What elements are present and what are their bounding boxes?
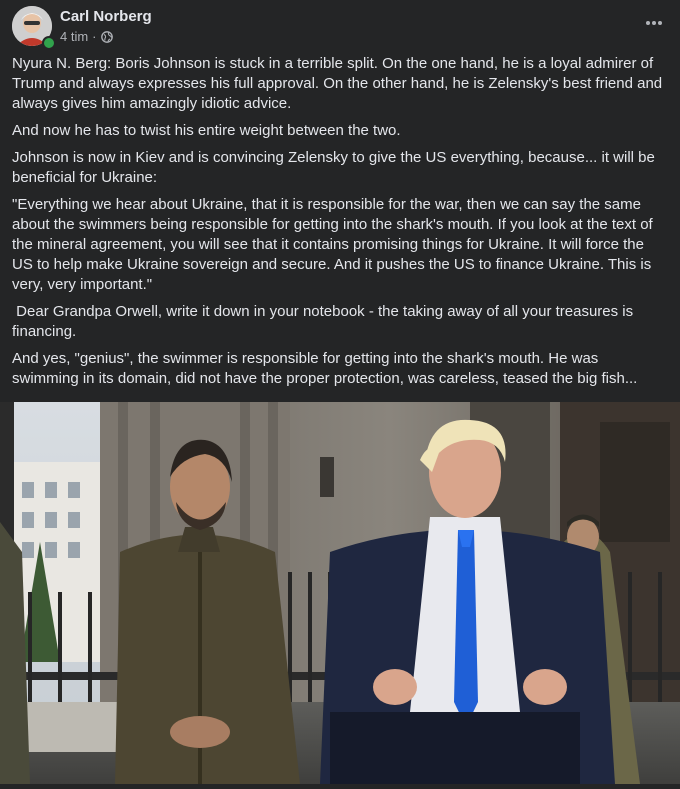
globe-icon[interactable] bbox=[101, 31, 113, 43]
more-options-button[interactable] bbox=[642, 10, 666, 34]
post-paragraph: And yes, "genius", the swimmer is responsible for getting into the shark's mouth. He was swimming in its domain, did not have the proper protection, was careless, teased the big fish... bbox=[12, 350, 638, 387]
author-name[interactable]: Carl Norberg bbox=[60, 8, 152, 25]
meta-separator: · bbox=[92, 29, 97, 44]
post-paragraph: Johnson is now in Kiev and is convincing Zelensky to give the US everything, because... it will be beneficial for Ukraine: bbox=[12, 149, 655, 186]
post-meta bbox=[60, 29, 113, 44]
post-paragraph: Nyura N. Berg: Boris Johnson is stuck in a terrible split. On the one hand, he is a loyal admirer of Trump and always expresses his full approval. On the other hand, he is Zelensky's best friend and always gives him amazingly idiotic advice. bbox=[12, 55, 663, 112]
post-paragraph: Dear Grandpa Orwell, write it down in your notebook - the taking away of all your treasures is financing. bbox=[12, 303, 638, 340]
more-horizontal-icon bbox=[645, 13, 663, 31]
post-photo[interactable] bbox=[0, 402, 680, 784]
post-text bbox=[12, 54, 668, 396]
post-timestamp[interactable]: 4 tim bbox=[60, 29, 89, 44]
online-status-dot bbox=[42, 36, 56, 50]
post-paragraph: And now he has to twist his entire weight between the two. bbox=[12, 122, 401, 139]
post-paragraph: "Everything we hear about Ukraine, that it is responsible for the war, then we can say the same about the swimmers being responsible for getting into the shark's mouth. If you look at the text of the mineral agreement, you will see that it contains promising things for Ukraine. It will force the US to help make Ukraine sovereign and secure. And it pushes the US to finance Ukraine. This is very, very important." bbox=[12, 196, 653, 293]
post-header bbox=[0, 0, 680, 52]
